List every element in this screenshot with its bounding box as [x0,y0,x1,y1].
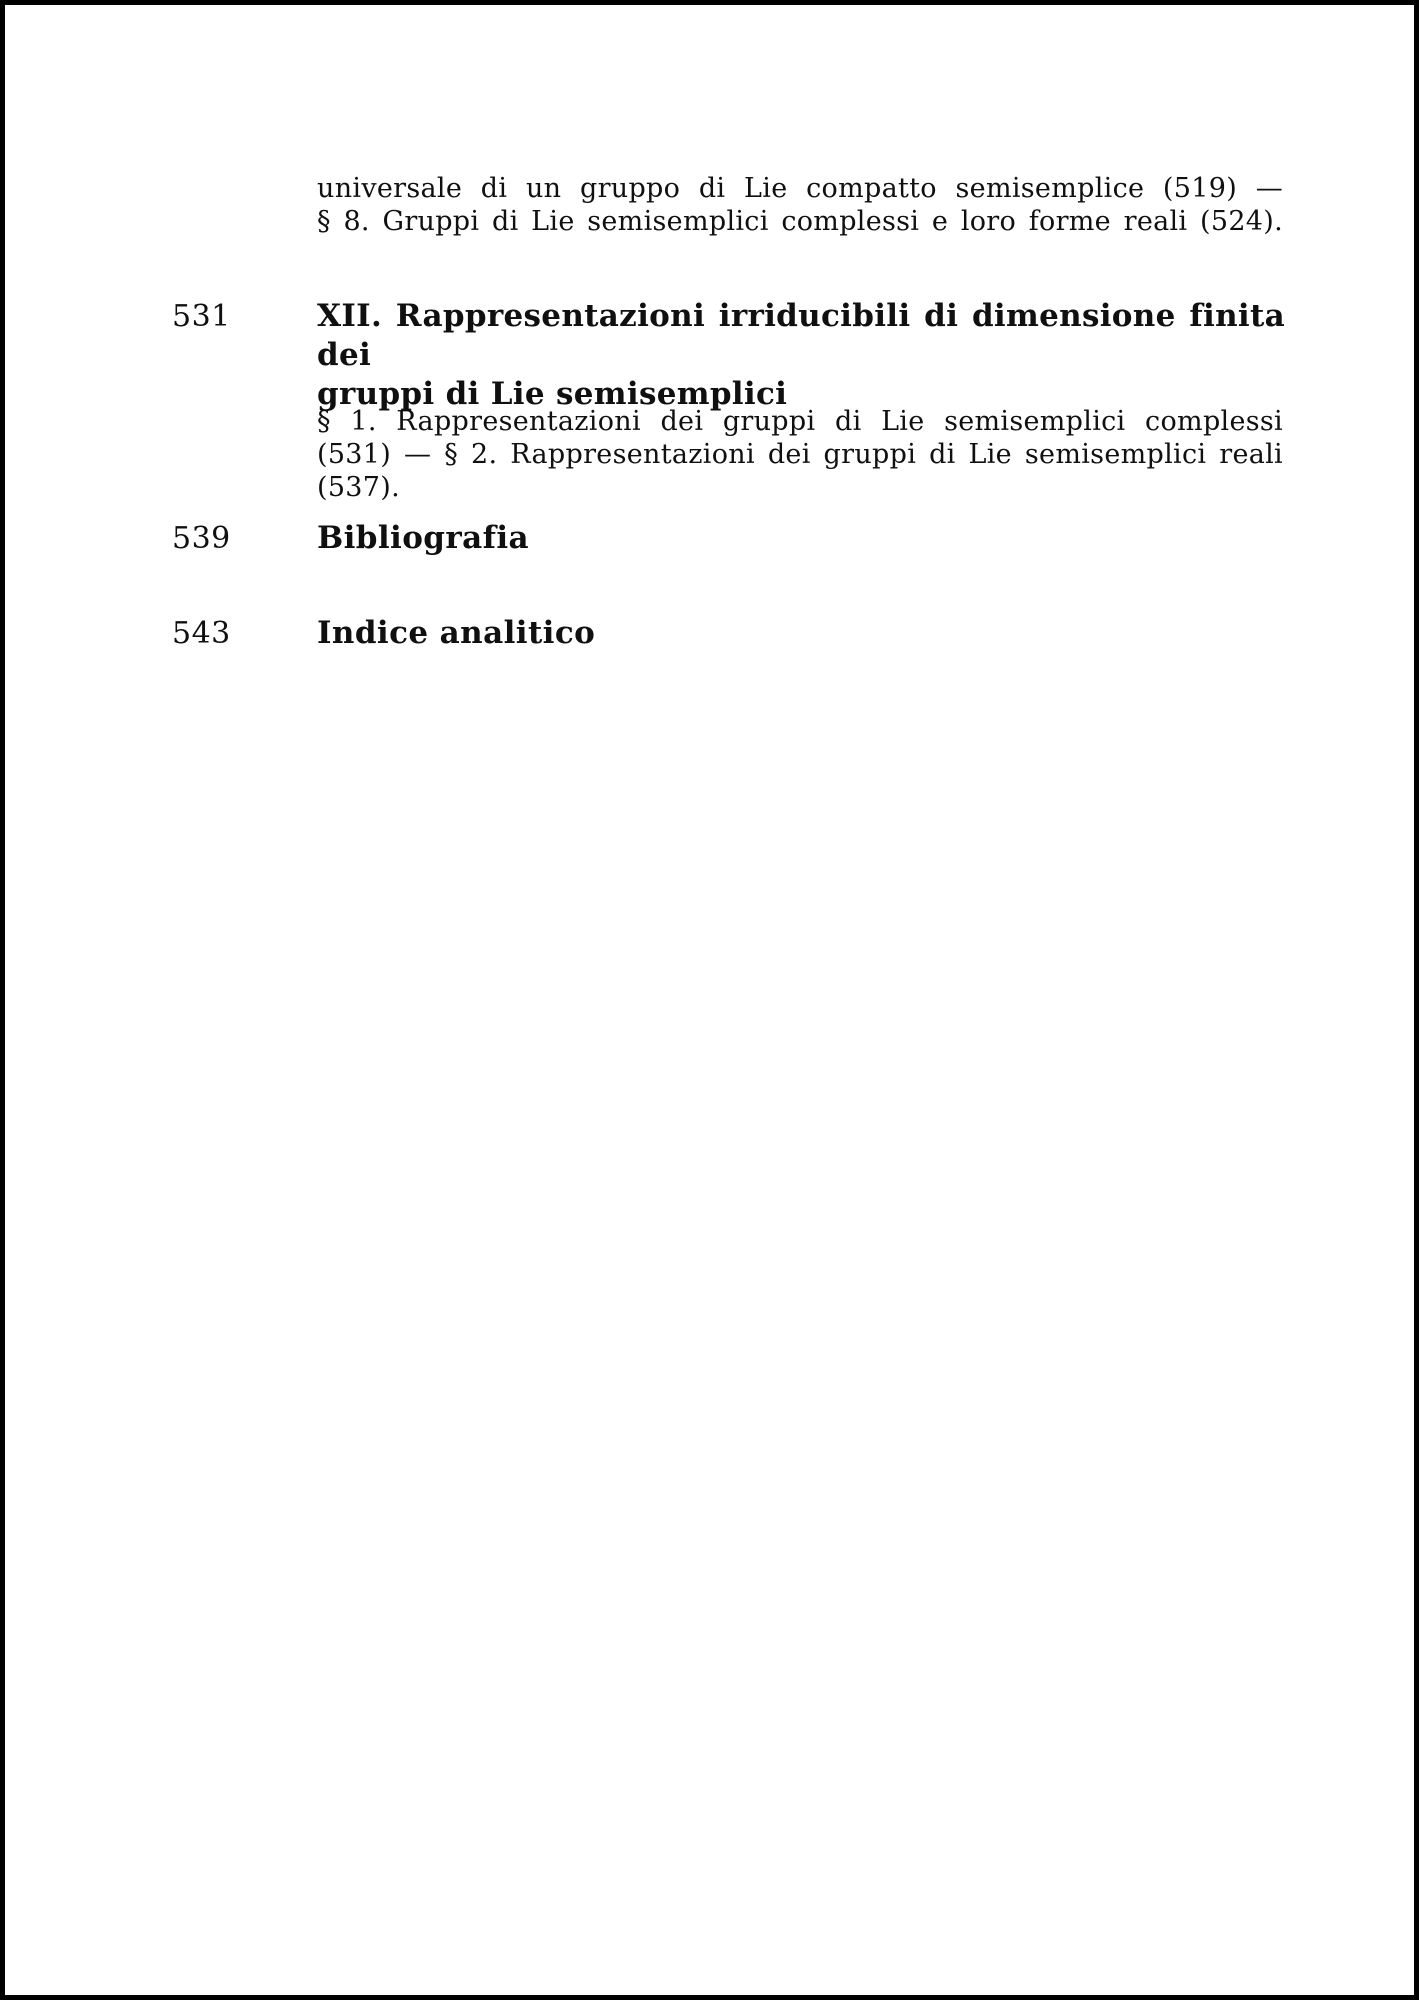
toc-bibliography-label: Bibliografia [317,520,529,556]
toc-page-number-chapter: 531 [172,299,231,334]
toc-page-number-index: 543 [172,616,231,651]
toc-section-line-1: § 1. Rappresentazioni dei gruppi di Lie semisemplici complessi [317,406,1283,437]
toc-page-number-bibliography: 539 [172,521,231,556]
toc-section-line-2: (531) — § 2. Rappresentazioni dei gruppi di Lie semisemplici reali (537). [317,439,1283,503]
toc-chapter-title [317,297,1285,414]
toc-chapter-title-line-1: XII. Rappresentazioni irriducibili di dimensione finita dei [317,298,1285,373]
toc-chapter-title-line-2: gruppi di Lie semisemplici [317,376,788,412]
toc-section-paragraph [317,405,1283,504]
toc-continuation-line-2: § 8. Gruppi di Lie semisemplici complessi e loro forme reali (524). [317,206,1283,237]
toc-index-label: Indice analitico [317,615,596,651]
toc-continuation-line-1: universale di un gruppo di Lie compatto semisemplice (519) — [317,173,1283,204]
toc-continuation-paragraph [317,172,1283,238]
